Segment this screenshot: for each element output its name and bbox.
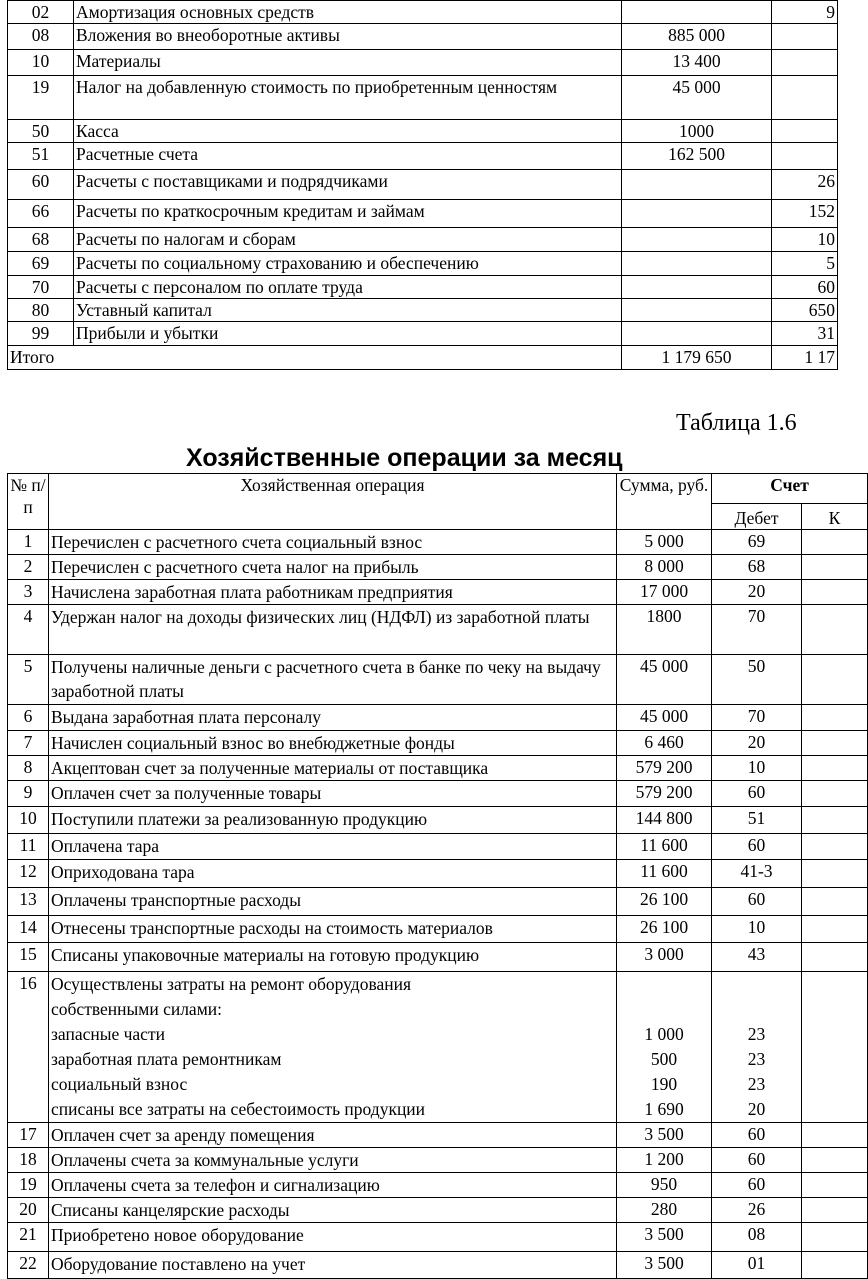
operation-number: 7 xyxy=(8,731,49,756)
account-name: Уставный капитал xyxy=(74,299,622,322)
account-credit: 60 xyxy=(772,276,838,299)
operation-sum: 8 000 xyxy=(617,555,712,580)
operation-row xyxy=(8,1223,868,1252)
balance-row xyxy=(8,252,838,276)
balance-row xyxy=(8,200,838,228)
operation-description: Перечислен с расчетного счета налог на прибыль xyxy=(49,555,617,580)
operation-sum: 26 100 xyxy=(617,916,712,943)
operation-debit: 10 xyxy=(712,756,802,781)
account-credit: 9 xyxy=(772,1,838,24)
operation-number: 5 xyxy=(8,655,49,705)
operation-credit xyxy=(802,781,868,807)
account-code: 60 xyxy=(8,170,74,200)
account-debit: 885 000 xyxy=(622,24,772,50)
account-debit: 1000 xyxy=(622,120,772,143)
operation-credit xyxy=(802,1252,868,1279)
account-credit: 10 xyxy=(772,228,838,252)
operation-credit xyxy=(802,888,868,916)
operation-debit: 26 xyxy=(712,1198,802,1223)
operation-debit: 60 xyxy=(712,781,802,807)
operation-row xyxy=(8,1173,868,1198)
total-spacer xyxy=(74,346,622,370)
operation-sum-line: 1 000 xyxy=(644,1024,684,1044)
account-debit xyxy=(622,200,772,228)
operation-credit xyxy=(802,705,868,731)
operation-number: 6 xyxy=(8,705,49,731)
operation-sum-line xyxy=(619,972,709,997)
operation-description: Оплачены счета за коммунальные услуги xyxy=(49,1148,617,1173)
operations-header-row xyxy=(8,474,868,504)
operation-description: Акцептован счет за полученные материалы от поставщика xyxy=(49,756,617,781)
operation-number: 15 xyxy=(8,943,49,972)
account-credit xyxy=(772,76,838,120)
operation-credit xyxy=(802,972,868,1123)
account-code: 99 xyxy=(8,322,74,346)
account-credit: 26 xyxy=(772,170,838,200)
account-credit xyxy=(772,120,838,143)
operation-credit xyxy=(802,943,868,972)
account-debit xyxy=(622,252,772,276)
operation-row xyxy=(8,1198,868,1223)
operation-line: социальный взнос xyxy=(51,1074,188,1094)
operation-number: 1 xyxy=(8,530,49,555)
operation-debit-line: 20 xyxy=(747,1099,766,1119)
operation-sum: 45 000 xyxy=(617,655,712,705)
operation-number: 11 xyxy=(8,834,49,860)
account-credit: 650 xyxy=(772,299,838,322)
account-debit: 162 500 xyxy=(622,143,772,170)
account-name: Расчеты с персоналом по оплате труда xyxy=(74,276,622,299)
balance-row xyxy=(8,24,838,50)
operation-number: 14 xyxy=(8,916,49,943)
operation-description: Получены наличные деньги с расчетного счета в банке по чеку на выдачу заработной платы xyxy=(49,655,617,705)
operation-row xyxy=(8,756,868,781)
operation-number: 22 xyxy=(8,1252,49,1279)
operations-title: Хозяйственные операции за месяц xyxy=(186,444,623,472)
operation-number: 17 xyxy=(8,1123,49,1148)
account-credit xyxy=(772,50,838,76)
operation-debit-line xyxy=(714,972,799,997)
operation-description: Оплачен счет за аренду помещения xyxy=(49,1123,617,1148)
account-debit xyxy=(622,170,772,200)
operation-debit: 69 xyxy=(712,530,802,555)
account-code: 51 xyxy=(8,143,74,170)
operation-number: 9 xyxy=(8,781,49,807)
operation-debit: 60 xyxy=(712,1148,802,1173)
operation-sum: 950 xyxy=(617,1173,712,1198)
operation-description xyxy=(49,972,617,1123)
balance-row xyxy=(8,76,838,120)
accounts-balance-table xyxy=(7,0,838,370)
operation-number: 2 xyxy=(8,555,49,580)
operation-credit xyxy=(802,1148,868,1173)
account-code: 68 xyxy=(8,228,74,252)
operation-number: 21 xyxy=(8,1223,49,1252)
operation-description: Приобретено новое оборудование xyxy=(49,1223,617,1252)
operation-sum: 45 000 xyxy=(617,705,712,731)
operation-description: Оплачен счет за полученные товары xyxy=(49,781,617,807)
operation-number: 8 xyxy=(8,756,49,781)
operation-debit: 08 xyxy=(712,1223,802,1252)
operation-debit: 70 xyxy=(712,605,802,655)
account-debit: 13 400 xyxy=(622,50,772,76)
operation-row xyxy=(8,888,868,916)
header-number: № п/п xyxy=(8,474,49,530)
total-label: Итого xyxy=(8,346,74,370)
account-name: Вложения во внеоборотные активы xyxy=(74,24,622,50)
operation-number: 13 xyxy=(8,888,49,916)
operation-debit: 41-3 xyxy=(712,860,802,888)
operation-row xyxy=(8,605,868,655)
operation-credit xyxy=(802,756,868,781)
operation-debit-line xyxy=(714,997,799,1022)
operation-row xyxy=(8,1148,868,1173)
account-credit: 31 xyxy=(772,322,838,346)
header-operation: Хозяйственная операция xyxy=(49,474,617,530)
balance-row xyxy=(8,322,838,346)
account-code: 66 xyxy=(8,200,74,228)
operation-description: Оплачены счета за телефон и сигнализацию xyxy=(49,1173,617,1198)
operation-description: Начислена заработная плата работникам предприятия xyxy=(49,580,617,605)
account-debit: 45 000 xyxy=(622,76,772,120)
operation-row xyxy=(8,1252,868,1279)
operation-credit xyxy=(802,555,868,580)
operation-description: Оплачены транспортные расходы xyxy=(49,888,617,916)
operation-debit: 60 xyxy=(712,1123,802,1148)
account-name: Расчеты по налогам и сборам xyxy=(74,228,622,252)
account-name: Расчеты по социальному страхованию и обеспечению xyxy=(74,252,622,276)
header-sum: Сумма, руб. xyxy=(617,474,712,530)
operation-description: Списаны канцелярские расходы xyxy=(49,1198,617,1223)
operation-sum-line xyxy=(619,997,709,1022)
operation-row xyxy=(8,580,868,605)
account-name: Расчеты по краткосрочным кредитам и займам xyxy=(74,200,622,228)
operation-number: 4 xyxy=(8,605,49,655)
operation-row xyxy=(8,1123,868,1148)
operation-sum: 5 000 xyxy=(617,530,712,555)
operation-sum: 1800 xyxy=(617,605,712,655)
operation-number: 12 xyxy=(8,860,49,888)
operation-credit xyxy=(802,530,868,555)
operation-number: 16 xyxy=(8,972,49,1123)
account-name: Амортизация основных средств xyxy=(74,1,622,24)
table-label: Таблица 1.6 xyxy=(676,410,797,436)
operation-sum: 11 600 xyxy=(617,834,712,860)
operations-table xyxy=(7,473,868,1279)
header-credit: К xyxy=(802,504,868,530)
operation-credit xyxy=(802,860,868,888)
account-code: 50 xyxy=(8,120,74,143)
operation-sum-line: 500 xyxy=(650,1049,678,1069)
operation-sum: 280 xyxy=(617,1198,712,1223)
operation-credit xyxy=(802,916,868,943)
account-debit xyxy=(622,276,772,299)
operation-debit: 20 xyxy=(712,731,802,756)
operation-credit xyxy=(802,1123,868,1148)
operation-sum: 26 100 xyxy=(617,888,712,916)
account-name: Расчетные счета xyxy=(74,143,622,170)
operation-debit: 43 xyxy=(712,943,802,972)
account-credit: 5 xyxy=(772,252,838,276)
account-code: 80 xyxy=(8,299,74,322)
operation-description: Списаны упаковочные материалы на готовую продукцию xyxy=(49,943,617,972)
operation-line: заработная плата ремонтникам xyxy=(51,1049,282,1069)
operation-debit: 50 xyxy=(712,655,802,705)
operation-row xyxy=(8,705,868,731)
operation-row xyxy=(8,916,868,943)
account-code: 10 xyxy=(8,50,74,76)
operation-description: Выдана заработная плата персоналу xyxy=(49,705,617,731)
account-name: Материалы xyxy=(74,50,622,76)
operation-sum: 3 000 xyxy=(617,943,712,972)
operation-credit xyxy=(802,1198,868,1223)
operation-credit xyxy=(802,1223,868,1252)
operation-credit xyxy=(802,807,868,834)
operation-sum: 3 500 xyxy=(617,1123,712,1148)
balance-row xyxy=(8,50,838,76)
account-code: 02 xyxy=(8,1,74,24)
operation-debit: 68 xyxy=(712,555,802,580)
operation-sum: 3 500 xyxy=(617,1223,712,1252)
operation-sum xyxy=(617,972,712,1123)
account-name: Расчеты с поставщиками и подрядчиками xyxy=(74,170,622,200)
operations-body xyxy=(8,474,868,1279)
account-credit: 152 xyxy=(772,200,838,228)
account-code: 19 xyxy=(8,76,74,120)
operation-description: Отнесены транспортные расходы на стоимость материалов xyxy=(49,916,617,943)
operation-number: 19 xyxy=(8,1173,49,1198)
operation-description: Оприходована тара xyxy=(49,860,617,888)
balance-total-row xyxy=(8,346,838,370)
operation-number: 18 xyxy=(8,1148,49,1173)
operation-credit xyxy=(802,731,868,756)
operation-number: 20 xyxy=(8,1198,49,1223)
account-name: Налог на добавленную стоимость по приобретенным ценностям xyxy=(74,76,622,120)
operation-sum: 579 200 xyxy=(617,756,712,781)
operation-credit xyxy=(802,605,868,655)
account-name: Касса xyxy=(74,120,622,143)
operation-line: запасные части xyxy=(51,1024,165,1044)
total-credit: 1 17 xyxy=(772,346,838,370)
operation-sum: 1 200 xyxy=(617,1148,712,1173)
operation-description: Перечислен с расчетного счета социальный взнос xyxy=(49,530,617,555)
operation-line: списаны все затраты на себестоимость продукции xyxy=(51,1099,426,1119)
operation-sum: 17 000 xyxy=(617,580,712,605)
operation-debit-line: 23 xyxy=(747,1024,766,1044)
operation-debit: 51 xyxy=(712,807,802,834)
operation-debit: 60 xyxy=(712,834,802,860)
balance-row xyxy=(8,1,838,24)
operation-row xyxy=(8,781,868,807)
account-credit xyxy=(772,24,838,50)
operation-sum-line: 1 690 xyxy=(644,1099,684,1119)
operation-debit: 70 xyxy=(712,705,802,731)
operation-credit xyxy=(802,834,868,860)
operation-sum: 11 600 xyxy=(617,860,712,888)
operation-debit: 60 xyxy=(712,1173,802,1198)
total-debit: 1 179 650 xyxy=(622,346,772,370)
operation-row xyxy=(8,860,868,888)
operation-debit: 20 xyxy=(712,580,802,605)
operation-row xyxy=(8,655,868,705)
operation-sum: 579 200 xyxy=(617,781,712,807)
accounts-balance-body xyxy=(8,1,838,370)
operation-line: Осуществлены затраты на ремонт оборудования xyxy=(51,974,412,994)
balance-row xyxy=(8,299,838,322)
operation-description: Оборудование поставлено на учет xyxy=(49,1252,617,1279)
operation-row xyxy=(8,972,868,1123)
operation-sum: 144 800 xyxy=(617,807,712,834)
header-accounts: Счет xyxy=(712,474,868,504)
operation-debit: 10 xyxy=(712,916,802,943)
balance-row xyxy=(8,143,838,170)
operation-sum-line: 190 xyxy=(650,1074,678,1094)
account-debit xyxy=(622,1,772,24)
operation-number: 10 xyxy=(8,807,49,834)
operation-line: собственными силами: xyxy=(51,999,223,1019)
account-code: 70 xyxy=(8,276,74,299)
header-debit: Дебет xyxy=(712,504,802,530)
operation-debit-line: 23 xyxy=(747,1074,766,1094)
operation-description: Оплачена тара xyxy=(49,834,617,860)
operation-debit: 60 xyxy=(712,888,802,916)
operation-debit: 01 xyxy=(712,1252,802,1279)
operation-row xyxy=(8,807,868,834)
operation-number: 3 xyxy=(8,580,49,605)
operation-sum: 6 460 xyxy=(617,731,712,756)
operation-credit xyxy=(802,655,868,705)
account-code: 69 xyxy=(8,252,74,276)
operation-sum: 3 500 xyxy=(617,1252,712,1279)
balance-row xyxy=(8,276,838,299)
operation-description: Поступили платежи за реализованную продукцию xyxy=(49,807,617,834)
balance-row xyxy=(8,228,838,252)
operation-debit xyxy=(712,972,802,1123)
account-debit xyxy=(622,228,772,252)
account-code: 08 xyxy=(8,24,74,50)
operation-credit xyxy=(802,1173,868,1198)
account-credit xyxy=(772,143,838,170)
operation-row xyxy=(8,834,868,860)
operation-row xyxy=(8,530,868,555)
balance-row xyxy=(8,170,838,200)
operation-row xyxy=(8,943,868,972)
account-name: Прибыли и убытки xyxy=(74,322,622,346)
operation-description: Удержан налог на доходы физических лиц (НДФЛ) из заработной платы xyxy=(49,605,617,655)
operation-row xyxy=(8,731,868,756)
operation-description: Начислен социальный взнос во внебюджетные фонды xyxy=(49,731,617,756)
account-debit xyxy=(622,322,772,346)
operation-row xyxy=(8,555,868,580)
operation-credit xyxy=(802,580,868,605)
balance-row xyxy=(8,120,838,143)
operation-debit-line: 23 xyxy=(747,1049,766,1069)
account-debit xyxy=(622,299,772,322)
